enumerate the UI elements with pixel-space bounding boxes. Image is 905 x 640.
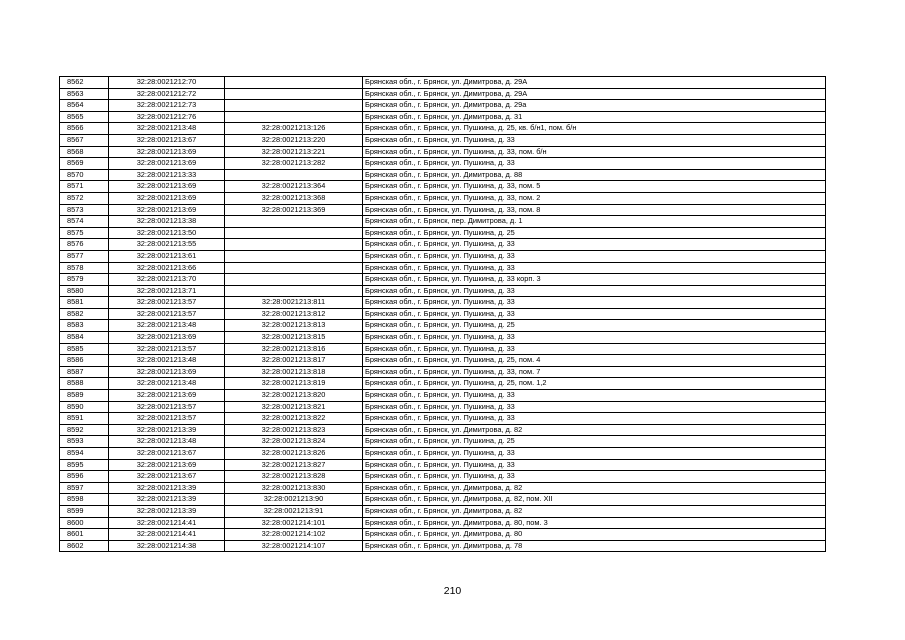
object-cadastral-number-cell: 32:28:0021213:820 [225,390,363,402]
object-cadastral-number-cell: 32:28:0021213:813 [225,320,363,332]
object-cadastral-number-cell: 32:28:0021213:815 [225,332,363,344]
table-row [60,505,826,517]
table-row [60,227,826,239]
table-row [60,320,826,332]
address-cell: Брянская обл., г. Брянск, ул. Пушкина, д. 33 [363,239,826,251]
object-cadastral-number-cell [225,274,363,286]
cadastral-number-cell: 32:28:0021213:69 [109,459,225,471]
row-number-cell: 8572 [60,192,109,204]
address-cell: Брянская обл., г. Брянск, пер. Димитрова, д. 1 [363,216,826,228]
cadastral-number-cell: 32:28:0021213:66 [109,262,225,274]
object-cadastral-number-cell: 32:28:0021213:126 [225,123,363,135]
object-cadastral-number-cell: 32:28:0021213:830 [225,482,363,494]
row-number-cell: 8582 [60,308,109,320]
address-cell: Брянская обл., г. Брянск, ул. Димитрова, д. 82 [363,482,826,494]
object-cadastral-number-cell: 32:28:0021213:824 [225,436,363,448]
table-row [60,540,826,552]
cadastral-number-cell: 32:28:0021213:69 [109,146,225,158]
table-row [60,262,826,274]
row-number-cell: 8599 [60,505,109,517]
row-number-cell: 8591 [60,413,109,425]
cadastral-number-cell: 32:28:0021213:57 [109,297,225,309]
address-cell: Брянская обл., г. Брянск, ул. Пушкина, д. 33 [363,390,826,402]
row-number-cell: 8586 [60,355,109,367]
address-cell: Брянская обл., г. Брянск, ул. Пушкина, д. 33 [363,297,826,309]
address-cell: Брянская обл., г. Брянск, ул. Пушкина, д. 33 [363,332,826,344]
table-row [60,413,826,425]
address-cell: Брянская обл., г. Брянск, ул. Пушкина, д. 25 [363,227,826,239]
row-number-cell: 8580 [60,285,109,297]
cadastral-number-cell: 32:28:0021212:76 [109,111,225,123]
cadastral-number-cell: 32:28:0021213:57 [109,343,225,355]
row-number-cell: 8579 [60,274,109,286]
page-number: 210 [443,585,462,597]
object-cadastral-number-cell [225,100,363,112]
object-cadastral-number-cell: 32:28:0021213:811 [225,297,363,309]
row-number-cell: 8592 [60,424,109,436]
cadastral-number-cell: 32:28:0021213:39 [109,505,225,517]
cadastral-number-cell: 32:28:0021213:61 [109,250,225,262]
table-row [60,77,826,89]
object-cadastral-number-cell: 32:28:0021213:828 [225,471,363,483]
row-number-cell: 8563 [60,88,109,100]
row-number-cell: 8566 [60,123,109,135]
row-number-cell: 8567 [60,134,109,146]
row-number-cell: 8588 [60,378,109,390]
registry-table [59,76,826,552]
table-row [60,169,826,181]
row-number-cell: 8594 [60,448,109,460]
cadastral-number-cell: 32:28:0021213:57 [109,413,225,425]
cadastral-number-cell: 32:28:0021213:38 [109,216,225,228]
cadastral-number-cell: 32:28:0021213:67 [109,471,225,483]
registry-table-body [60,77,826,552]
object-cadastral-number-cell [225,227,363,239]
address-cell: Брянская обл., г. Брянск, ул. Димитрова, д. 88 [363,169,826,181]
row-number-cell: 8597 [60,482,109,494]
cadastral-number-cell: 32:28:0021214:41 [109,529,225,541]
address-cell: Брянская обл., г. Брянск, ул. Пушкина, д. 25 [363,320,826,332]
table-row [60,250,826,262]
cadastral-number-cell: 32:28:0021213:69 [109,181,225,193]
address-cell: Брянская обл., г. Брянск, ул. Пушкина, д. 33 [363,343,826,355]
row-number-cell: 8600 [60,517,109,529]
row-number-cell: 8565 [60,111,109,123]
object-cadastral-number-cell: 32:28:0021213:368 [225,192,363,204]
address-cell: Брянская обл., г. Брянск, ул. Пушкина, д. 33, пом. 7 [363,366,826,378]
object-cadastral-number-cell: 32:28:0021213:812 [225,308,363,320]
table-row [60,517,826,529]
object-cadastral-number-cell: 32:28:0021214:102 [225,529,363,541]
object-cadastral-number-cell: 32:28:0021213:827 [225,459,363,471]
address-cell: Брянская обл., г. Брянск, ул. Пушкина, д. 33 [363,459,826,471]
table-row [60,239,826,251]
table-row [60,192,826,204]
table-row [60,355,826,367]
object-cadastral-number-cell: 32:28:0021213:826 [225,448,363,460]
cadastral-number-cell: 32:28:0021213:48 [109,378,225,390]
address-cell: Брянская обл., г. Брянск, ул. Пушкина, д. 33 [363,285,826,297]
object-cadastral-number-cell: 32:28:0021214:107 [225,540,363,552]
object-cadastral-number-cell [225,262,363,274]
table-row [60,100,826,112]
address-cell: Брянская обл., г. Брянск, ул. Димитрова, д. 29А [363,88,826,100]
table-row [60,88,826,100]
cadastral-number-cell: 32:28:0021212:70 [109,77,225,89]
address-cell: Брянская обл., г. Брянск, ул. Пушкина, д. 33 [363,448,826,460]
table-row [60,111,826,123]
object-cadastral-number-cell: 32:28:0021213:823 [225,424,363,436]
row-number-cell: 8573 [60,204,109,216]
cadastral-number-cell: 32:28:0021213:69 [109,332,225,344]
object-cadastral-number-cell: 32:28:0021213:817 [225,355,363,367]
address-cell: Брянская обл., г. Брянск, ул. Димитрова, д. 29а [363,100,826,112]
row-number-cell: 8601 [60,529,109,541]
row-number-cell: 8584 [60,332,109,344]
table-row [60,308,826,320]
table-row [60,448,826,460]
object-cadastral-number-cell [225,239,363,251]
object-cadastral-number-cell [225,285,363,297]
cadastral-number-cell: 32:28:0021214:38 [109,540,225,552]
cadastral-number-cell: 32:28:0021213:39 [109,424,225,436]
object-cadastral-number-cell [225,250,363,262]
object-cadastral-number-cell: 32:28:0021213:818 [225,366,363,378]
table-row [60,123,826,135]
cadastral-number-cell: 32:28:0021213:71 [109,285,225,297]
object-cadastral-number-cell: 32:28:0021214:101 [225,517,363,529]
object-cadastral-number-cell: 32:28:0021213:221 [225,146,363,158]
object-cadastral-number-cell: 32:28:0021213:91 [225,505,363,517]
row-number-cell: 8593 [60,436,109,448]
row-number-cell: 8571 [60,181,109,193]
row-number-cell: 8583 [60,320,109,332]
cadastral-number-cell: 32:28:0021213:48 [109,123,225,135]
address-cell: Брянская обл., г. Брянск, ул. Пушкина, д. 33 [363,308,826,320]
table-row [60,366,826,378]
table-row [60,482,826,494]
table-row [60,158,826,170]
row-number-cell: 8569 [60,158,109,170]
row-number-cell: 8596 [60,471,109,483]
cadastral-number-cell: 32:28:0021213:69 [109,390,225,402]
table-row [60,424,826,436]
table-row [60,378,826,390]
address-cell: Брянская обл., г. Брянск, ул. Димитрова, д. 80, пом. 3 [363,517,826,529]
row-number-cell: 8589 [60,390,109,402]
table-row [60,494,826,506]
table-row [60,529,826,541]
cadastral-number-cell: 32:28:0021213:70 [109,274,225,286]
address-cell: Брянская обл., г. Брянск, ул. Пушкина, д. 33 [363,413,826,425]
address-cell: Брянская обл., г. Брянск, ул. Пушкина, д. 33, пом. 2 [363,192,826,204]
object-cadastral-number-cell [225,216,363,228]
table-row [60,274,826,286]
address-cell: Брянская обл., г. Брянск, ул. Димитрова, д. 82 [363,505,826,517]
row-number-cell: 8590 [60,401,109,413]
table-row [60,134,826,146]
object-cadastral-number-cell: 32:28:0021213:369 [225,204,363,216]
address-cell: Брянская обл., г. Брянск, ул. Пушкина, д. 25 [363,436,826,448]
address-cell: Брянская обл., г. Брянск, ул. Пушкина, д. 33 [363,471,826,483]
cadastral-number-cell: 32:28:0021213:48 [109,355,225,367]
cadastral-number-cell: 32:28:0021213:57 [109,401,225,413]
table-row [60,216,826,228]
row-number-cell: 8568 [60,146,109,158]
object-cadastral-number-cell [225,111,363,123]
row-number-cell: 8587 [60,366,109,378]
object-cadastral-number-cell [225,88,363,100]
cadastral-number-cell: 32:28:0021213:39 [109,494,225,506]
row-number-cell: 8564 [60,100,109,112]
object-cadastral-number-cell: 32:28:0021213:821 [225,401,363,413]
table-row [60,390,826,402]
cadastral-number-cell: 32:28:0021213:48 [109,436,225,448]
table-row [60,146,826,158]
table-row [60,181,826,193]
object-cadastral-number-cell: 32:28:0021213:822 [225,413,363,425]
cadastral-number-cell: 32:28:0021212:73 [109,100,225,112]
address-cell: Брянская обл., г. Брянск, ул. Пушкина, д. 33, пом. 8 [363,204,826,216]
table-row [60,343,826,355]
object-cadastral-number-cell [225,77,363,89]
row-number-cell: 8576 [60,239,109,251]
address-cell: Брянская обл., г. Брянск, ул. Пушкина, д. 33 [363,401,826,413]
row-number-cell: 8575 [60,227,109,239]
cadastral-number-cell: 32:28:0021213:55 [109,239,225,251]
object-cadastral-number-cell: 32:28:0021213:816 [225,343,363,355]
row-number-cell: 8562 [60,77,109,89]
address-cell: Брянская обл., г. Брянск, ул. Димитрова, д. 80 [363,529,826,541]
table-row [60,436,826,448]
address-cell: Брянская обл., г. Брянск, ул. Пушкина, д. 33 [363,134,826,146]
object-cadastral-number-cell: 32:28:0021213:819 [225,378,363,390]
row-number-cell: 8574 [60,216,109,228]
cadastral-number-cell: 32:28:0021213:33 [109,169,225,181]
object-cadastral-number-cell: 32:28:0021213:364 [225,181,363,193]
table-row [60,285,826,297]
table-row [60,297,826,309]
row-number-cell: 8581 [60,297,109,309]
address-cell: Брянская обл., г. Брянск, ул. Димитрова, д. 29А [363,77,826,89]
cadastral-number-cell: 32:28:0021213:69 [109,158,225,170]
cadastral-number-cell: 32:28:0021213:69 [109,204,225,216]
cadastral-number-cell: 32:28:0021213:69 [109,366,225,378]
address-cell: Брянская обл., г. Брянск, ул. Пушкина, д. 25, пом. 4 [363,355,826,367]
row-number-cell: 8577 [60,250,109,262]
object-cadastral-number-cell: 32:28:0021213:282 [225,158,363,170]
table-row [60,401,826,413]
address-cell: Брянская обл., г. Брянск, ул. Димитрова, д. 31 [363,111,826,123]
cadastral-number-cell: 32:28:0021213:67 [109,448,225,460]
cadastral-number-cell: 32:28:0021214:41 [109,517,225,529]
table-row [60,459,826,471]
address-cell: Брянская обл., г. Брянск, ул. Димитрова, д. 78 [363,540,826,552]
row-number-cell: 8578 [60,262,109,274]
address-cell: Брянская обл., г. Брянск, ул. Пушкина, д. 33 [363,250,826,262]
address-cell: Брянская обл., г. Брянск, ул. Пушкина, д. 33, пом. б/н [363,146,826,158]
table-row [60,204,826,216]
row-number-cell: 8602 [60,540,109,552]
row-number-cell: 8585 [60,343,109,355]
row-number-cell: 8570 [60,169,109,181]
cadastral-number-cell: 32:28:0021213:50 [109,227,225,239]
object-cadastral-number-cell: 32:28:0021213:220 [225,134,363,146]
cadastral-number-cell: 32:28:0021213:69 [109,192,225,204]
row-number-cell: 8598 [60,494,109,506]
table-row [60,332,826,344]
cadastral-number-cell: 32:28:0021213:48 [109,320,225,332]
object-cadastral-number-cell: 32:28:0021213:90 [225,494,363,506]
object-cadastral-number-cell [225,169,363,181]
address-cell: Брянская обл., г. Брянск, ул. Пушкина, д. 33 корп. 3 [363,274,826,286]
address-cell: Брянская обл., г. Брянск, ул. Пушкина, д. 33, пом. 5 [363,181,826,193]
address-cell: Брянская обл., г. Брянск, ул. Димитрова, д. 82 [363,424,826,436]
cadastral-number-cell: 32:28:0021213:67 [109,134,225,146]
address-cell: Брянская обл., г. Брянск, ул. Пушкина, д. 25, кв. б/н1, пом. б/н [363,123,826,135]
row-number-cell: 8595 [60,459,109,471]
cadastral-number-cell: 32:28:0021213:39 [109,482,225,494]
table-row [60,471,826,483]
address-cell: Брянская обл., г. Брянск, ул. Пушкина, д. 33 [363,158,826,170]
address-cell: Брянская обл., г. Брянск, ул. Димитрова, д. 82, пом. XII [363,494,826,506]
cadastral-number-cell: 32:28:0021213:57 [109,308,225,320]
address-cell: Брянская обл., г. Брянск, ул. Пушкина, д. 25, пом. 1,2 [363,378,826,390]
cadastral-number-cell: 32:28:0021212:72 [109,88,225,100]
address-cell: Брянская обл., г. Брянск, ул. Пушкина, д. 33 [363,262,826,274]
